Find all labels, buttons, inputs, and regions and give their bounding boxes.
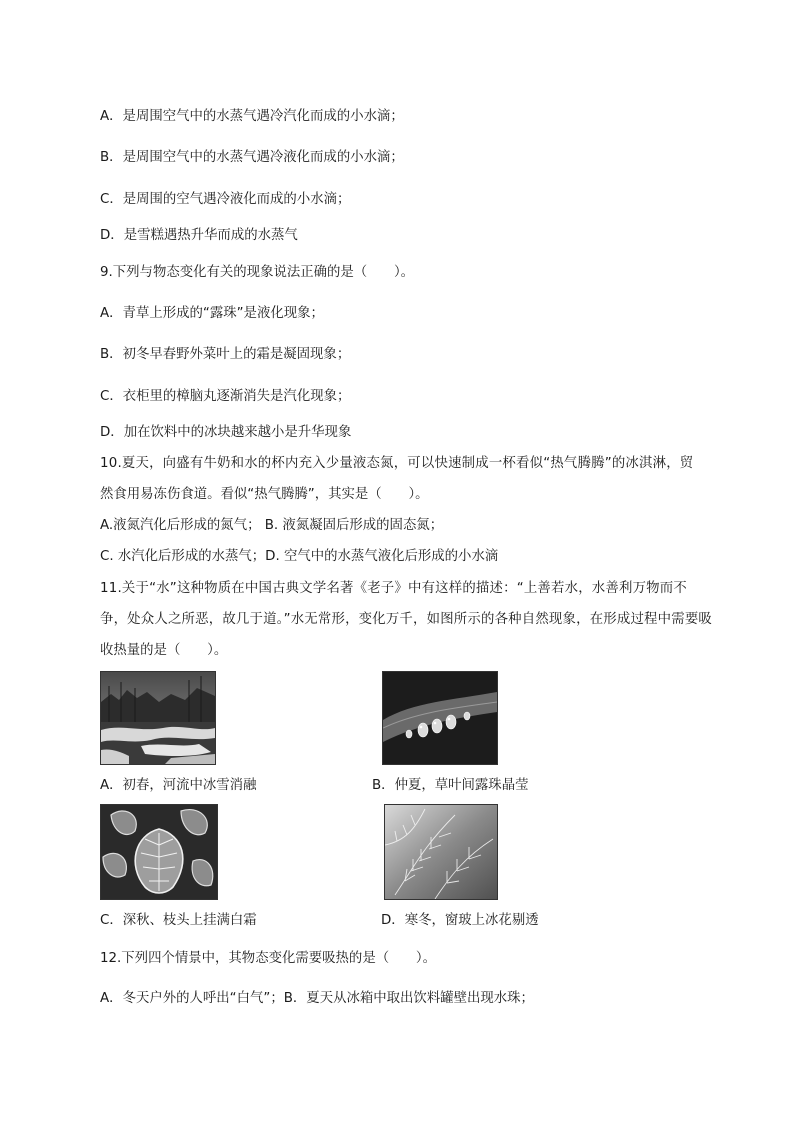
q10-options-line1: A.液氮汽化后形成的氮气； B. 液氮凝固后形成的固态氮； (100, 518, 444, 533)
caption-d: D．寒冬，窗玻上冰花剔透 (381, 913, 539, 928)
q8-option-c: C．是周围的空气遇冷液化而成的小水滴； (100, 192, 351, 207)
caption-c: C．深秋、枝头上挂满白霜 (100, 913, 257, 928)
q9-stem: 9.下列与物态变化有关的现象说法正确的是（ ）。 (100, 265, 415, 280)
q9-option-d: D．加在饮料中的冰块越来越小是升华现象 (100, 425, 352, 440)
q9-option-b: B．初冬早春野外菜叶上的霜是凝固现象； (100, 347, 351, 362)
q11-stem-line2: 争，处众人之所恶，故几于道。”水无常形，变化万千，如图所示的各种自然现象，在形成过程中需要吸 (100, 612, 713, 627)
q8-option-b: B．是周围空气中的水蒸气遇冷液化而成的小水滴； (100, 150, 404, 165)
photo-river-ice-melting (100, 671, 216, 765)
q12-options-line1: A．冬天户外的人呼出“白气”；B．夏天从冰箱中取出饮料罐壁出现水珠； (100, 991, 534, 1006)
photo-window-ice-flowers (384, 804, 498, 900)
photo-dew-drops (382, 671, 498, 765)
q9-option-a: A．青草上形成的“露珠”是液化现象； (100, 306, 324, 321)
q12-stem: 12.下列四个情景中，其物态变化需要吸热的是（ ）。 (100, 951, 436, 966)
q10-stem-line1: 10.夏天，向盛有牛奶和水的杯内充入少量液态氮，可以快速制成一杯看似“热气腾腾”的冰淇淋，贸 (100, 456, 694, 471)
q8-option-a: A．是周围空气中的水蒸气遇冷汽化而成的小水滴； (100, 109, 404, 124)
q8-option-d: D．是雪糕遇热升华而成的水蒸气 (100, 228, 298, 243)
q9-option-c: C．衣柜里的樟脑丸逐渐消失是汽化现象； (100, 389, 351, 404)
q10-options-line2: C. 水汽化后形成的水蒸气；D. 空气中的水蒸气液化后形成的小水滴 (100, 549, 499, 564)
caption-b: B．仲夏，草叶间露珠晶莹 (372, 778, 529, 793)
q10-stem-line2: 然食用易冻伤食道。看似“热气腾腾”，其实是（ ）。 (100, 487, 429, 502)
q11-stem-line1: 11.关于“水”这种物质在中国古典文学名著《老子》中有这样的描述：“上善若水，水善利万物而不 (100, 581, 687, 596)
photo-frost-leaves (100, 804, 218, 900)
caption-a: A．初春，河流中冰雪消融 (100, 778, 257, 793)
q11-stem-line3: 收热量的是（ ）。 (100, 643, 228, 658)
